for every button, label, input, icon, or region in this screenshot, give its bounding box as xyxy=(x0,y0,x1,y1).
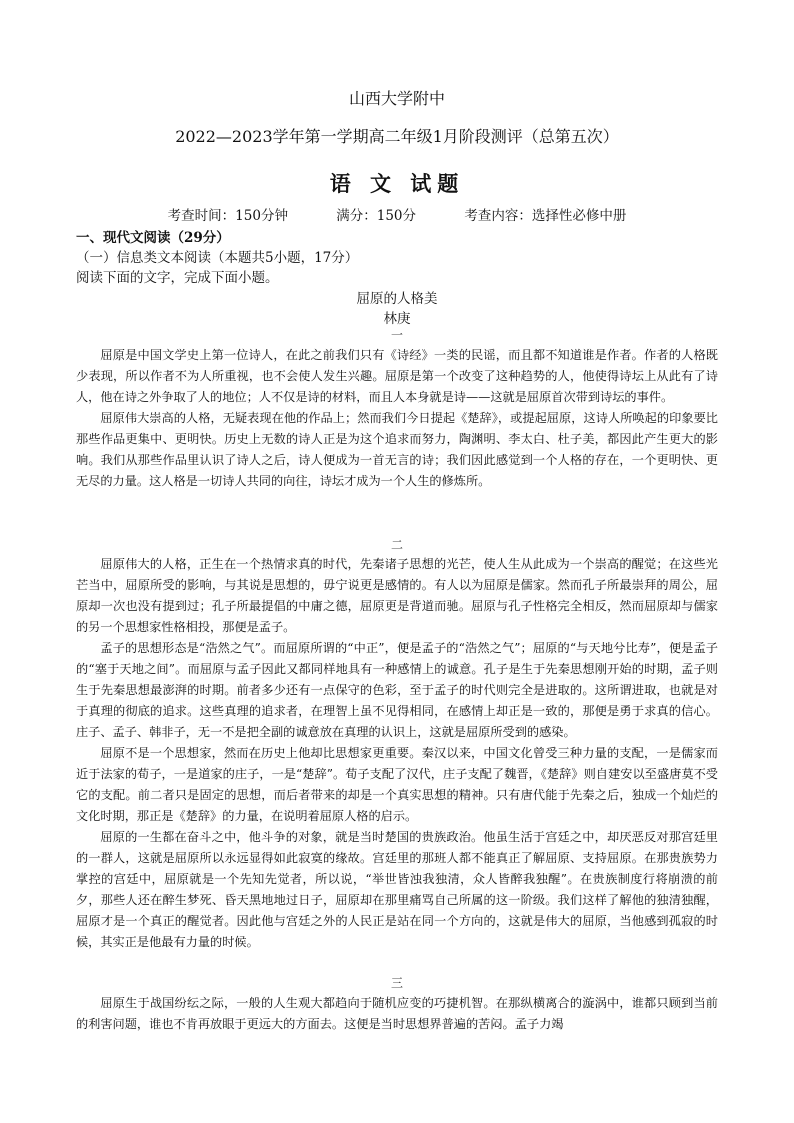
exam-title: 2022—2023学年第一学期高二年级1月阶段测评（总第五次） xyxy=(175,127,619,146)
paragraph: 屈原不是一个思想家，然而在历史上他却比思想家更重要。秦汉以来，中国文化曾受三种力量的支配，一是儒家而近于法家的荀子，一是道家的庄子，一是“楚辞”。荀子支配了汉代，庄子支配了魏晋，《楚辞》则自建安以至盛唐莫不受它的支配。前二者只是固定的思想，而后者带来的却是一个真实思想的精神。只有唐代能于先秦之后，独成一个灿烂的文化时期，那正是《楚辞》的力量，在说明着屈原人格的启示。 xyxy=(76,746,718,823)
article-title: 屈原的人格美 xyxy=(356,291,438,307)
instruction-text: 阅读下面的文字，完成下面小题。 xyxy=(76,270,279,286)
article-body-part-two xyxy=(76,554,718,953)
article-body-part-three xyxy=(76,993,718,1037)
part-number-three: 三 xyxy=(390,976,403,990)
exam-score: 满分：150分 xyxy=(336,208,417,224)
exam-meta xyxy=(0,204,794,224)
exam-time: 考查时间：150分钟 xyxy=(167,208,288,224)
paragraph: 屈原伟大崇高的人格，无疑表现在他的作品上；然而我们今日提起《楚辞》，或提起屈原，这诗人所唤起的印象要比那些作品更集中、更明快。历史上无数的诗人正是为这个追求而努力，陶渊明、李太白、杜子美，都因此产生更大的影响。我们从那些作品里认识了诗人之后，诗人便成为一首无言的诗；我们因此感觉到一个人格的存在，一个更明快、更无尽的力量。这人格是一切诗人共同的向往，诗坛才成为一个人生的修炼所。 xyxy=(76,411,718,488)
subject-title: 语 文 试题 xyxy=(329,171,465,196)
article-author: 林庚 xyxy=(383,311,411,327)
article-body-part-one xyxy=(76,345,718,492)
paragraph: 屈原生于战国纷纭之际，一般的人生观大都趋向于随机应变的巧捷机智。在那纵横离合的漩涡中，谁都只顾到当前的利害问题，谁也不肯再放眼于更远大的方面去。这便是当时思想界普遍的苦闷。孟子力竭 xyxy=(76,996,718,1031)
school-name: 山西大学附中 xyxy=(348,89,445,108)
exam-content: 考查内容：选择性必修中册 xyxy=(464,208,627,224)
paragraph: 孟子的思想形态是“浩然之气”。而屈原所谓的“中正”，便是孟子的“浩然之气”；屈原的“与天地兮比寿”，便是孟子的“塞于天地之间”。而屈原与孟子因此又都同样地具有一种感情上的诚意。孔子是生于先秦思想刚开始的时期，孟子则生于先秦思想最澎湃的时期。前者多少还有一点保守的色彩，至于孟子的时代则完全是进取的。这所谓进取，也就是对于真理的彻底的追求。这些真理的追求者，在理智上虽不见得相同，在感情上却正是一致的，那便是勇于求真的信心。庄子、孟子、韩非子，无一不是把全副的诚意放在真理的认识上，这就是屈原所受到的感染。 xyxy=(76,641,718,739)
part-number-one: 一 xyxy=(390,328,403,342)
section-heading: 一、现代文阅读（29分） xyxy=(76,230,230,246)
paragraph: 屈原的一生都在奋斗之中，他斗争的对象，就是当时楚国的贵族政治。他虽生活于宫廷之中，却厌恶反对那宫廷里的一群人，这就是屈原所以永远显得如此寂寞的缘故。宫廷里的那班人都不能真正了解屈原、支持屈原。在那贵族势力掌控的宫廷中，屈原就是一个先知先觉者，所以说，“举世皆浊我独清，众人皆醉我独醒”。在贵族制度行将崩溃的前夕，那些人还在醉生梦死、昏天黑地地过日子，屈原却在那里痛骂自己所属的这一阶级。我们这样了解他的独清独醒，屈原才是一个真正的醒觉者。因此他与宫廷之外的人民正是站在同一个方向的，这就是伟大的屈原，当他感到孤寂的时候，其实正是他最有力量的时候。 xyxy=(76,830,718,949)
subsection-heading: （一）信息类文本阅读（本题共5小题，17分） xyxy=(76,250,359,266)
paragraph: 屈原是中国文学史上第一位诗人，在此之前我们只有《诗经》一类的民谣，而且都不知道谁是作者。作者的人格既少表现，所以作者不为人所重视，也不会使人发生兴趣。屈原是第一个改变了这种趋势的人，他使得诗坛上从此有了诗人，他在诗之外争取了人的地位；人不仅是诗的材料，而且人本身就是诗——这就是屈原首次带到诗坛的事件。 xyxy=(76,348,718,404)
paragraph: 屈原伟大的人格，正生在一个热情求真的时代，先秦诸子思想的光芒，使人生从此成为一个崇高的醒觉；在这些光芒当中，屈原所受的影响，与其说是思想的，毋宁说更是感情的。有人以为屈原是儒家。然而孔子所最崇拜的周公，屈原却一次也没有提到过；孔子所最提倡的中庸之德，屈原更是背道而驰。屈原与孔子性格完全相反，然而屈原却与儒家的另一个思想家性格相投，那便是孟子。 xyxy=(76,557,718,634)
part-number-two: 二 xyxy=(390,538,403,552)
